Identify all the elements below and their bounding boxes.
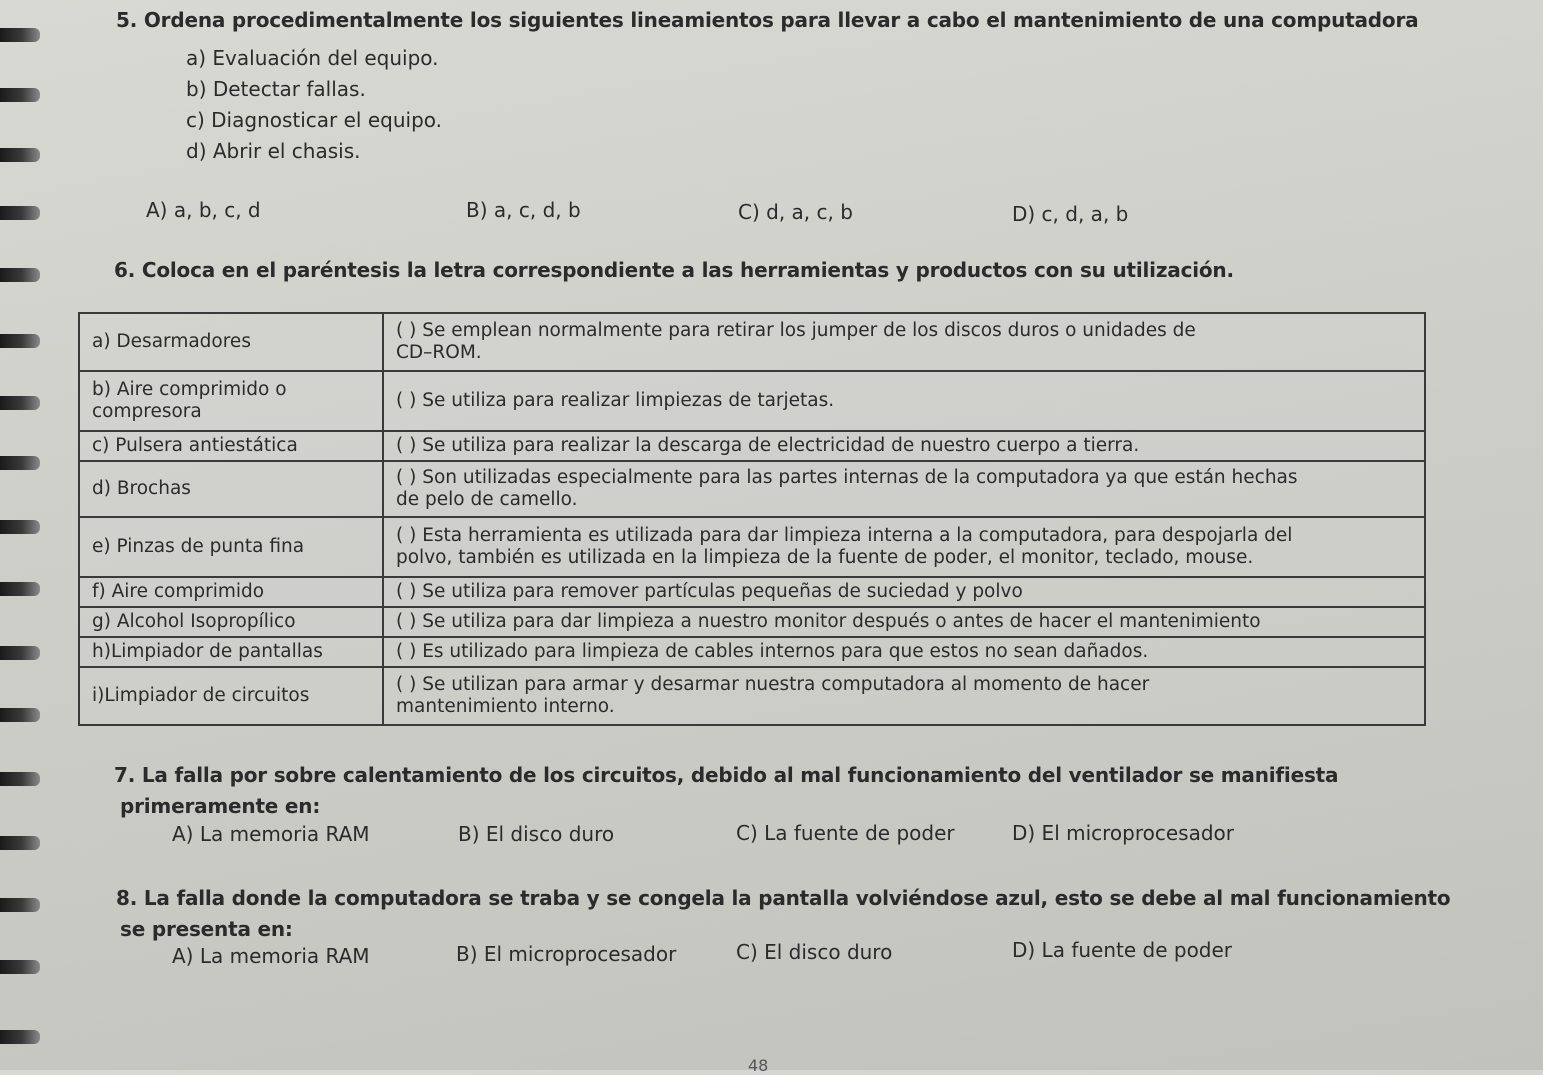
table-row: [79, 517, 1425, 577]
use-cell: [383, 431, 1425, 461]
table-row: [79, 637, 1425, 667]
q7-option-c[interactable]: C) La fuente de poder: [736, 821, 955, 845]
use-text-cont: CD–ROM.: [396, 342, 482, 363]
q8-option-d[interactable]: D) La fuente de poder: [1012, 938, 1233, 962]
tool-cell: c) Pulsera antiestática: [79, 431, 383, 461]
binding-ring: [0, 582, 40, 596]
tool-cell: e) Pinzas de punta fina: [79, 517, 383, 577]
use-cell: [383, 607, 1425, 637]
binding-ring: [0, 772, 40, 786]
q7-option-b[interactable]: B) El disco duro: [458, 822, 615, 846]
tool-cell: g) Alcohol Isopropílico: [79, 607, 383, 637]
tool-cell: a) Desarmadores: [79, 313, 383, 371]
table-row: [79, 577, 1425, 607]
answer-paren[interactable]: ( ): [396, 673, 417, 695]
binding-ring: [0, 708, 40, 722]
binding-ring: [0, 206, 40, 220]
binding-ring: [0, 88, 40, 102]
table-row: [79, 461, 1425, 517]
binding-ring: [0, 396, 40, 410]
question-7-title: 7. La falla por sobre calentamiento de los circuitos, debido al mal funcionamiento del ventilador se manifiesta: [114, 763, 1339, 787]
use-text: Se emplean normalmente para retirar los jumper de los discos duros o unidades de: [422, 319, 1196, 341]
use-cell: [383, 577, 1425, 607]
table-row: [79, 313, 1425, 371]
q5-item-a: a) Evaluación del equipo.: [186, 46, 439, 70]
q8-option-c[interactable]: C) El disco duro: [736, 940, 893, 964]
question-7-title-cont: primeramente en:: [120, 794, 321, 818]
answer-paren[interactable]: ( ): [396, 319, 417, 341]
binding-ring: [0, 898, 40, 912]
use-text: Es utilizado para limpieza de cables internos para que estos no sean dañados.: [422, 640, 1149, 662]
use-text: Se utilizan para armar y desarmar nuestra computadora al momento de hacer: [422, 673, 1150, 695]
answer-paren[interactable]: ( ): [396, 580, 417, 602]
tool-cell: i)Limpiador de circuitos: [79, 667, 383, 725]
q7-option-a[interactable]: A) La memoria RAM: [172, 822, 370, 846]
use-text: Se utiliza para remover partículas pequeñas de suciedad y polvo: [422, 580, 1023, 602]
answer-paren[interactable]: ( ): [396, 610, 417, 632]
q5-option-d[interactable]: D) c, d, a, b: [1012, 202, 1129, 226]
question-5-title: 5. Ordena procedimentalmente los siguientes lineamientos para llevar a cabo el mantenimiento de una computadora: [116, 8, 1419, 32]
answer-paren[interactable]: ( ): [396, 640, 417, 662]
use-text: Esta herramienta es utilizada para dar limpieza interna a la computadora, para despojarla del: [422, 524, 1293, 546]
binding-ring: [0, 646, 40, 660]
use-text: Se utiliza para dar limpieza a nuestro monitor después o antes de hacer el mantenimiento: [422, 610, 1261, 632]
q5-item-d: d) Abrir el chasis.: [186, 139, 361, 163]
page-number: 48: [748, 1056, 769, 1075]
use-cell: [383, 461, 1425, 517]
q8-option-a[interactable]: A) La memoria RAM: [172, 944, 370, 968]
use-cell: [383, 371, 1425, 431]
table-row: [79, 431, 1425, 461]
answer-paren[interactable]: ( ): [396, 434, 417, 456]
table-row: [79, 607, 1425, 637]
table-row: [79, 371, 1425, 431]
answer-paren[interactable]: ( ): [396, 389, 417, 411]
binding-ring: [0, 520, 40, 534]
tool-cell: d) Brochas: [79, 461, 383, 517]
binding-ring: [0, 148, 40, 162]
answer-paren[interactable]: ( ): [396, 466, 417, 488]
use-cell: [383, 667, 1425, 725]
matching-table: [78, 312, 1426, 726]
q5-item-c: c) Diagnosticar el equipo.: [186, 108, 443, 132]
binding-ring: [0, 456, 40, 470]
question-8-title: 8. La falla donde la computadora se traba y se congela la pantalla volviéndose azul, esto se debe al mal funcionamiento: [116, 886, 1451, 910]
question-6-title: 6. Coloca en el paréntesis la letra correspondiente a las herramientas y productos con su utilización.: [114, 258, 1234, 282]
tool-cell: f) Aire comprimido: [79, 577, 383, 607]
notebook-spiral-binding: [0, 0, 44, 1070]
use-text-cont: mantenimiento interno.: [396, 696, 615, 717]
binding-ring: [0, 960, 40, 974]
question-8-title-cont: se presenta en:: [120, 917, 293, 941]
tool-cell: h)Limpiador de pantallas: [79, 637, 383, 667]
q5-option-a[interactable]: A) a, b, c, d: [146, 198, 261, 222]
binding-ring: [0, 334, 40, 348]
q5-option-c[interactable]: C) d, a, c, b: [738, 200, 853, 224]
binding-ring: [0, 1030, 40, 1044]
answer-paren[interactable]: ( ): [396, 524, 417, 546]
q8-option-b[interactable]: B) El microprocesador: [456, 942, 677, 966]
tool-cell: b) Aire comprimido o compresora: [79, 371, 383, 431]
binding-ring: [0, 836, 40, 850]
table-row: [79, 667, 1425, 725]
q5-option-b[interactable]: B) a, c, d, b: [466, 198, 581, 222]
use-text: Son utilizadas especialmente para las partes internas de la computadora ya que están hechas: [422, 466, 1298, 488]
binding-ring: [0, 268, 40, 282]
use-text-cont: polvo, también es utilizada en la limpieza de la fuente de poder, el monitor, teclado, mouse.: [396, 547, 1254, 568]
use-text: Se utiliza para realizar la descarga de electricidad de nuestro cuerpo a tierra.: [422, 434, 1140, 456]
use-text: Se utiliza para realizar limpiezas de tarjetas.: [422, 389, 835, 411]
use-text-cont: de pelo de camello.: [396, 489, 578, 510]
use-cell: [383, 313, 1425, 371]
use-cell: [383, 517, 1425, 577]
use-cell: [383, 637, 1425, 667]
q5-item-b: b) Detectar fallas.: [186, 77, 366, 101]
binding-ring: [0, 28, 40, 42]
q7-option-d[interactable]: D) El microprocesador: [1012, 821, 1235, 845]
